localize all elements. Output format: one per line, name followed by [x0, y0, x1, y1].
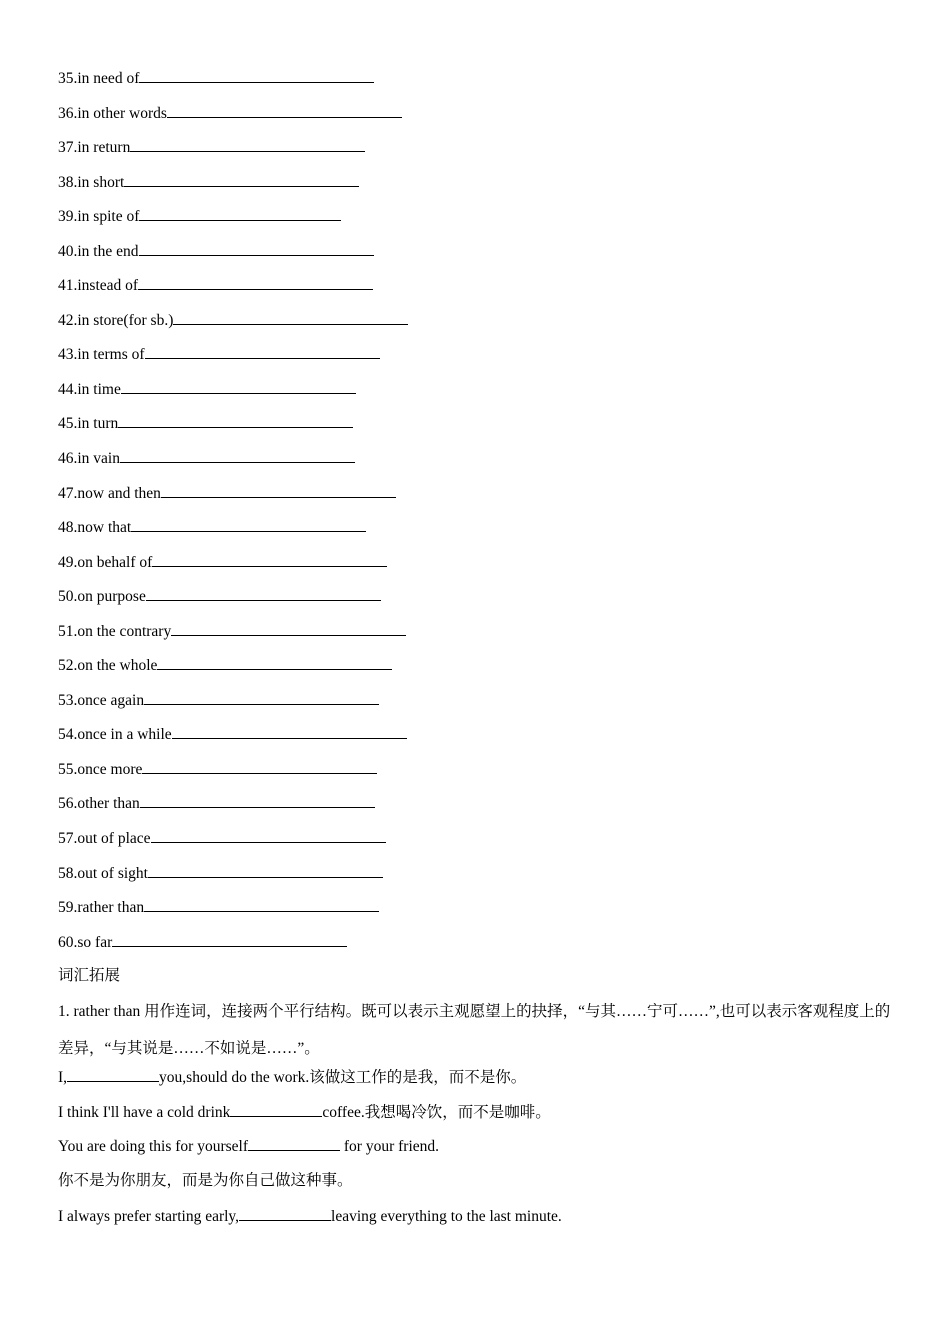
phrase-label: 56.other than	[58, 795, 140, 813]
sentence-text: I,	[58, 1068, 68, 1086]
phrase-label: 51.on the contrary	[58, 622, 172, 640]
phrase-label: 47.now and then	[58, 484, 161, 502]
phrase-line	[58, 517, 898, 552]
phrase-label: 53.once again	[58, 691, 145, 709]
phrase-label: 50.on purpose	[58, 588, 146, 606]
phrase-line	[58, 483, 898, 518]
sentence-text: you,should do the work.该做这工作的是我，而不是你。	[159, 1068, 527, 1086]
phrase-line	[58, 137, 898, 172]
phrase-line	[58, 241, 898, 276]
explanation-paragraph: 1. rather than 用作连词，连接两个平行结构。既可以表示主观愿望上的抉择，“与其……宁可……”,也可以表示客观程度上的差异，“与其说是……不如说是……”。	[58, 1002, 891, 1057]
phrase-line	[58, 103, 898, 138]
phrase-label: 48.now that	[58, 519, 132, 537]
sentence-blank[interactable]	[248, 1136, 340, 1151]
phrase-line	[58, 68, 898, 103]
example-sentence-3-translation: 你不是为你朋友，而是为你自己做这种事。	[58, 1172, 353, 1190]
phrase-line	[58, 621, 898, 656]
phrase-line	[58, 344, 898, 379]
answer-blank[interactable]	[167, 103, 402, 118]
answer-blank[interactable]	[131, 517, 366, 532]
answer-blank[interactable]	[144, 897, 379, 912]
phrase-line	[58, 172, 898, 207]
answer-blank[interactable]	[118, 413, 353, 428]
answer-blank[interactable]	[144, 690, 379, 705]
answer-blank[interactable]	[112, 932, 347, 947]
answer-blank[interactable]	[172, 724, 407, 739]
phrase-label: 35.in need of	[58, 70, 140, 87]
answer-blank[interactable]	[148, 863, 383, 878]
phrase-label: 45.in turn	[58, 415, 119, 433]
example-sentence-1	[58, 1067, 898, 1102]
phrase-label: 59.rather than	[58, 899, 145, 917]
phrase-line	[58, 690, 898, 725]
phrase-line	[58, 413, 898, 448]
phrase-line	[58, 206, 898, 241]
example-sentence-3	[58, 1136, 898, 1171]
phrase-label: 58.out of sight	[58, 864, 148, 882]
phrase-label: 43.in terms of	[58, 346, 145, 364]
answer-blank[interactable]	[142, 759, 377, 774]
phrase-line	[58, 655, 898, 690]
phrase-line	[58, 552, 898, 587]
answer-blank[interactable]	[120, 448, 355, 463]
answer-blank[interactable]	[139, 68, 374, 83]
phrase-line	[58, 448, 898, 483]
answer-blank[interactable]	[139, 206, 341, 221]
sentence-text: You are doing this for yourself	[58, 1138, 249, 1156]
answer-blank[interactable]	[121, 379, 356, 394]
example-sentence-4	[58, 1206, 898, 1241]
sentence-text: for your friend.	[340, 1138, 440, 1156]
phrase-label: 40.in the end	[58, 242, 139, 260]
worksheet-page	[58, 68, 898, 1241]
answer-blank[interactable]	[173, 310, 408, 325]
phrase-label: 37.in return	[58, 139, 131, 157]
sentence-text: I think I'll have a cold drink	[58, 1103, 231, 1121]
sentence-blank[interactable]	[239, 1206, 331, 1221]
section-title: 词汇拓展	[58, 967, 121, 985]
answer-blank[interactable]	[146, 586, 381, 601]
answer-blank[interactable]	[124, 172, 359, 187]
answer-blank[interactable]	[140, 793, 375, 808]
phrase-line	[58, 310, 898, 345]
answer-blank[interactable]	[138, 275, 373, 290]
sentence-text: I always prefer starting early,	[58, 1207, 240, 1225]
phrase-label: 54.once in a while	[58, 726, 172, 744]
answer-blank[interactable]	[152, 552, 387, 567]
answer-blank[interactable]	[145, 344, 380, 359]
phrase-label: 60.so far	[58, 933, 113, 951]
phrase-line	[58, 828, 898, 863]
phrase-line	[58, 863, 898, 898]
answer-blank[interactable]	[161, 483, 396, 498]
sentence-blank[interactable]	[230, 1102, 322, 1117]
phrase-label: 39.in spite of	[58, 208, 140, 226]
phrase-label: 36.in other words	[58, 104, 167, 122]
phrase-line	[58, 932, 898, 967]
phrase-line	[58, 897, 898, 932]
phrase-label: 55.once more	[58, 760, 143, 778]
answer-blank[interactable]	[151, 828, 386, 843]
phrase-label: 38.in short	[58, 173, 125, 191]
phrase-label: 46.in vain	[58, 450, 120, 468]
answer-blank[interactable]	[130, 137, 365, 152]
answer-blank[interactable]	[139, 241, 374, 256]
sentence-blank[interactable]	[67, 1067, 159, 1082]
phrase-label: 42.in store(for sb.)	[58, 311, 174, 329]
phrase-label: 52.on the whole	[58, 657, 158, 675]
phrase-label: 57.out of place	[58, 830, 151, 848]
phrase-label: 44.in time	[58, 380, 121, 398]
phrase-line	[58, 275, 898, 310]
phrase-line	[58, 793, 898, 828]
phrase-line	[58, 586, 898, 621]
phrase-label: 41.instead of	[58, 277, 139, 295]
phrase-label: 49.on behalf of	[58, 553, 153, 571]
phrase-line	[58, 724, 898, 759]
phrase-line	[58, 379, 898, 414]
sentence-text: leaving everything to the last minute.	[331, 1207, 562, 1225]
phrase-line	[58, 759, 898, 794]
answer-blank[interactable]	[171, 621, 406, 636]
answer-blank[interactable]	[157, 655, 392, 670]
sentence-text: coffee.我想喝冷饮，而不是咖啡。	[322, 1103, 551, 1121]
example-sentence-2	[58, 1102, 898, 1137]
